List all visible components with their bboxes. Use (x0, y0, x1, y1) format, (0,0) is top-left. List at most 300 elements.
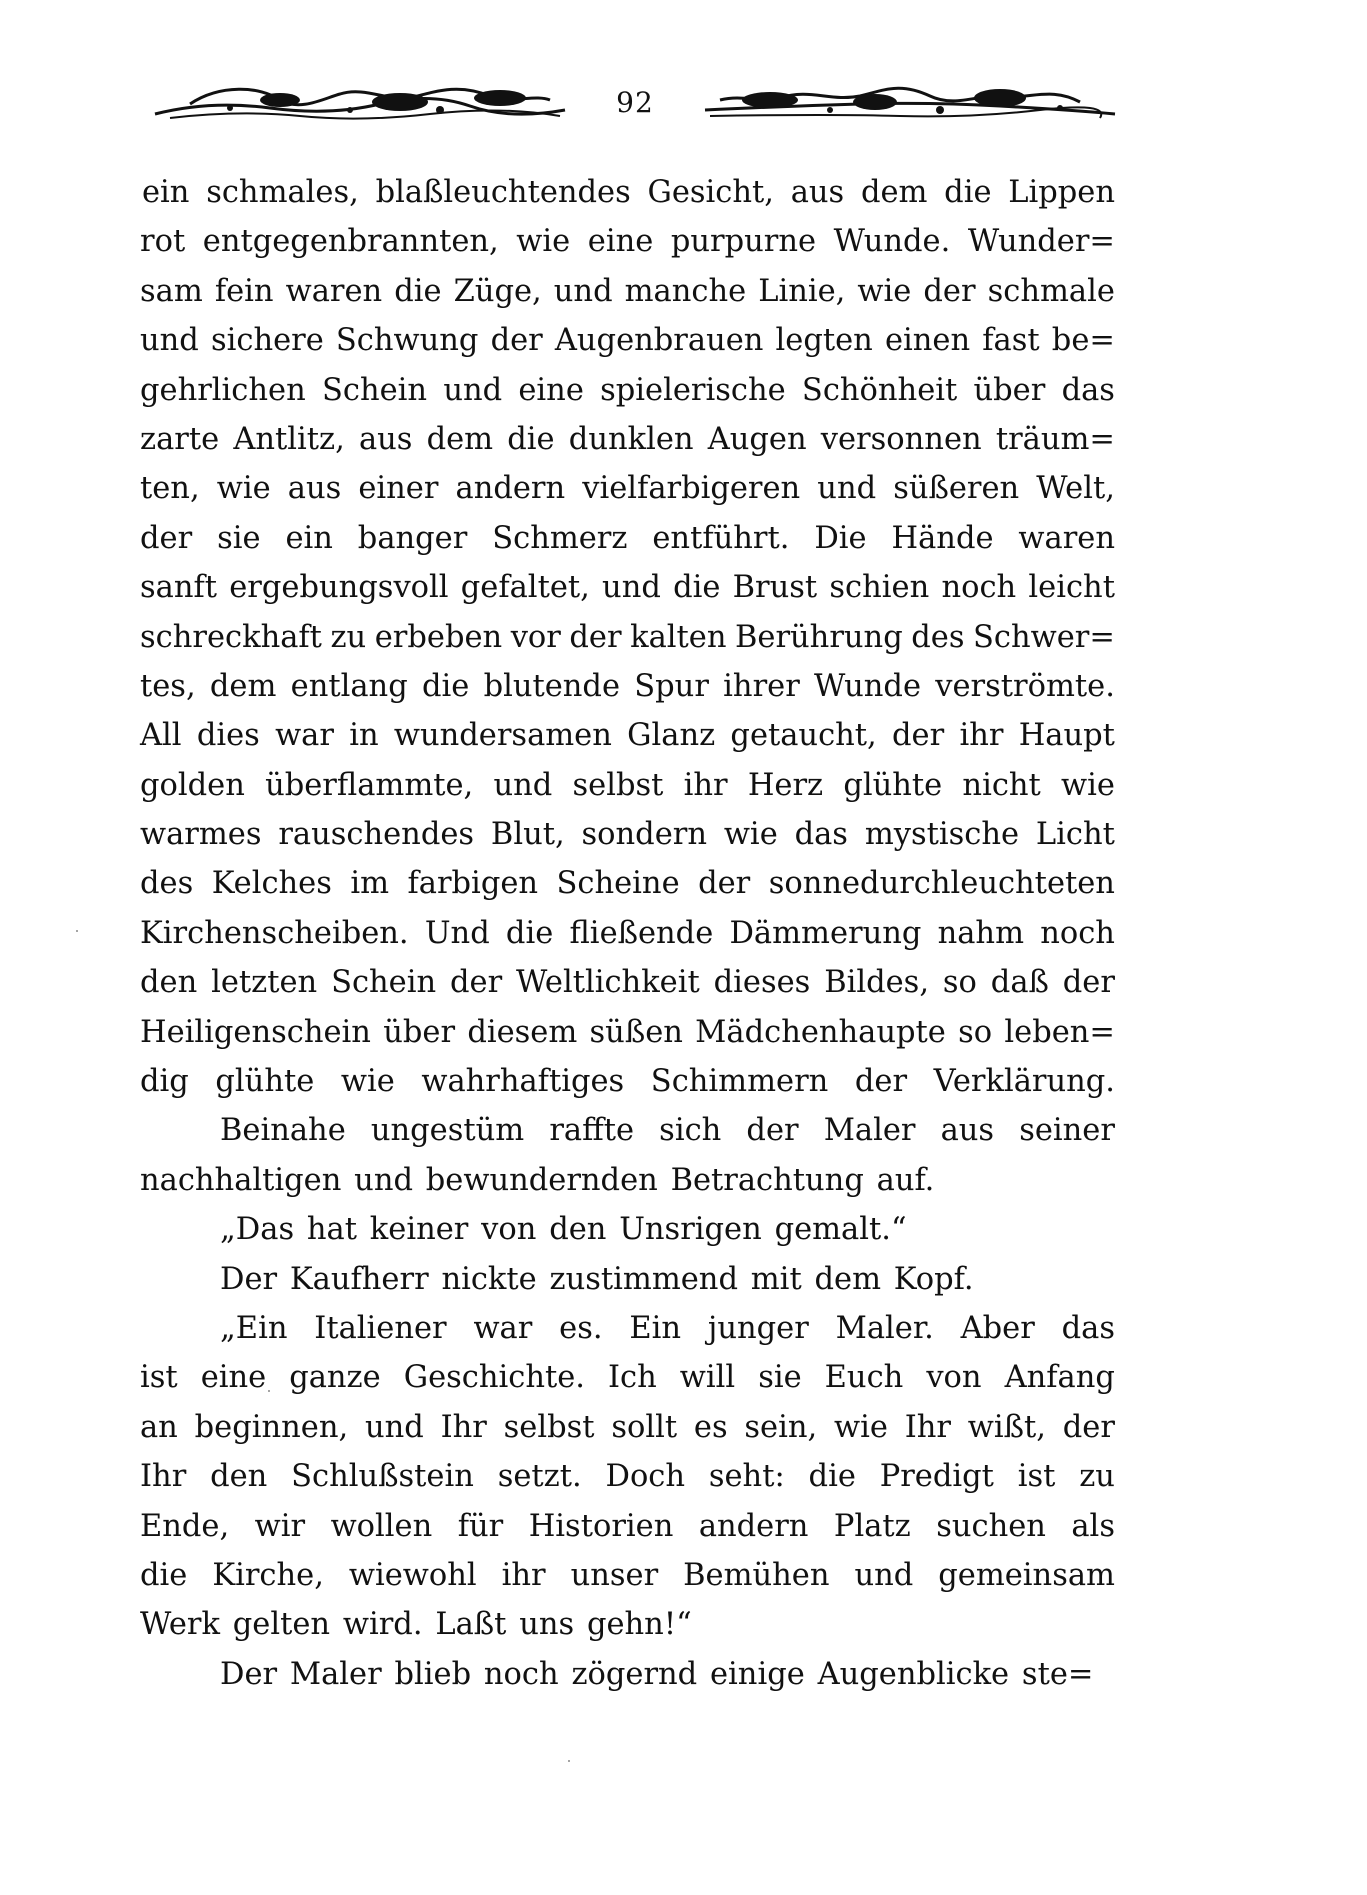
word: sonnedurchleuchteten (768, 866, 1115, 902)
word: einige (710, 1656, 805, 1692)
word: Linie, (758, 273, 846, 309)
word: noch (483, 1656, 559, 1692)
word: Werk (140, 1607, 220, 1643)
word: ihr (683, 767, 728, 803)
word: Beinahe (220, 1113, 346, 1149)
word: dem (814, 1261, 881, 1297)
word: daß (990, 965, 1049, 1001)
word: sie (217, 520, 261, 556)
word: einen (884, 323, 971, 359)
word: die (673, 570, 721, 606)
word: sam (140, 273, 203, 309)
word: Schein (321, 372, 428, 408)
word: der (1062, 1409, 1115, 1445)
right-ornament-vignette (700, 80, 1120, 130)
word: Betrachtung (670, 1162, 864, 1198)
word: ten, (140, 471, 200, 507)
word: fast (982, 323, 1040, 359)
text-line (140, 563, 1115, 612)
word: gelten (232, 1607, 331, 1643)
word: Weltlichkeit (516, 965, 700, 1001)
word: verströmte. (935, 668, 1115, 704)
word: der (746, 1113, 799, 1149)
word: ein (142, 175, 190, 210)
word: Licht (1035, 817, 1115, 853)
word: aus (358, 421, 413, 457)
word: andern (455, 471, 566, 507)
word: ihr (959, 718, 1004, 754)
word: Verklärung. (933, 1064, 1115, 1100)
word: das (1061, 1310, 1115, 1346)
word: entgegenbrannten, (202, 224, 499, 260)
text-line (140, 1304, 1115, 1353)
word: Augen (707, 421, 807, 457)
word: selbst (503, 1409, 595, 1445)
word: glühte (215, 1064, 315, 1100)
word: Maler (289, 1656, 382, 1692)
word: der (892, 718, 945, 754)
word: auf. (876, 1162, 935, 1198)
word: diesem (467, 1014, 578, 1050)
word: Kelches (211, 866, 332, 902)
word: Mädchenhaupte (695, 1014, 946, 1050)
word: Anfang (1004, 1360, 1115, 1396)
word: keiner (369, 1212, 469, 1248)
word: wie (340, 1064, 395, 1100)
word: war (275, 718, 334, 754)
word: überflammte, (265, 767, 474, 803)
text-line (140, 1650, 1115, 1699)
word: zu (1079, 1459, 1115, 1495)
word: den (210, 1459, 268, 1495)
word: erbeben (374, 619, 503, 655)
word: seiner (1019, 1113, 1115, 1149)
word: und (493, 767, 553, 803)
word: rot (140, 224, 186, 260)
word: sich (659, 1113, 722, 1149)
word: beginnen, (194, 1409, 349, 1445)
word: sanft (140, 570, 218, 606)
word: „Ein (220, 1310, 288, 1346)
word: wie (516, 224, 571, 260)
word: wie (834, 1409, 888, 1445)
word: Kopf. (893, 1261, 974, 1297)
word: aus (287, 471, 342, 507)
word: wißt, (967, 1409, 1046, 1445)
word: den (140, 965, 198, 1001)
word: es. (559, 1310, 603, 1346)
word: ihrer (723, 668, 800, 704)
word: im (350, 866, 390, 902)
word: Blut, (490, 817, 565, 853)
word: Spur (634, 668, 709, 704)
word: Schönheit (801, 372, 958, 408)
word: Glanz (627, 718, 716, 754)
page-number: 92 (616, 86, 654, 119)
text-line (140, 662, 1115, 711)
word: der (698, 866, 751, 902)
word: Augenblicke (817, 1656, 1010, 1692)
word: war (473, 1310, 533, 1346)
word: Berührung (735, 619, 903, 655)
word: wiewohl (348, 1557, 477, 1593)
word: Lippen (1008, 175, 1115, 210)
word: gemeinsam (938, 1557, 1115, 1593)
word: Geschichte. (403, 1360, 585, 1396)
word: von (926, 1360, 982, 1396)
word: setzt. (497, 1459, 582, 1495)
text-line (140, 1600, 1115, 1649)
word: gehn!“ (586, 1607, 692, 1643)
word: Historien (528, 1508, 674, 1544)
text-line (140, 711, 1115, 760)
word: wahrhaftiges (421, 1064, 625, 1100)
body-text (140, 168, 1115, 1699)
left-ornament-vignette (150, 80, 570, 130)
word: versonnen (820, 421, 982, 457)
word: dig (140, 1064, 189, 1100)
word: zarte (140, 421, 220, 457)
word: zustimmend (549, 1261, 738, 1297)
word: Maler (823, 1113, 916, 1149)
word: junger (707, 1310, 809, 1346)
word: als (1071, 1508, 1115, 1544)
word: warmes (140, 817, 262, 853)
word: die (140, 1557, 188, 1593)
word: Schlußstein (291, 1459, 474, 1495)
word: und (364, 1409, 424, 1445)
text-line (140, 1106, 1115, 1155)
word: über (973, 372, 1046, 408)
word: Züge, (453, 273, 542, 309)
word: schmales, (206, 175, 359, 210)
text-line (140, 1205, 1115, 1254)
word: letzten (211, 965, 318, 1001)
word: Der (220, 1261, 278, 1297)
word: dem (426, 421, 494, 457)
word: Kirchenscheiben. (140, 915, 409, 951)
word: unser (570, 1557, 659, 1593)
text-line (140, 613, 1115, 662)
word: der (569, 619, 622, 655)
word: von (481, 1212, 537, 1248)
word: und (854, 1557, 914, 1593)
word: der (854, 1064, 908, 1100)
word: manche (624, 273, 747, 309)
word: golden (140, 767, 245, 803)
text-line (140, 217, 1115, 266)
word: tes, (140, 668, 196, 704)
word: Wunder= (967, 224, 1115, 260)
word: bewundernden (425, 1162, 658, 1198)
word: und (602, 570, 661, 606)
word: und (553, 273, 613, 309)
word: der (490, 323, 543, 359)
word: träum= (995, 421, 1115, 457)
word: blieb (394, 1656, 472, 1692)
word: ste= (1021, 1656, 1094, 1692)
word: Brust (732, 570, 818, 606)
word: Aber (960, 1310, 1035, 1346)
text-line (140, 267, 1115, 316)
text-line (140, 909, 1115, 958)
word: ist (1017, 1459, 1056, 1495)
word: gehrlichen (140, 372, 306, 408)
word: eine (518, 372, 584, 408)
word: die (808, 1459, 856, 1495)
word: gemalt.“ (774, 1212, 907, 1248)
text-line (140, 1255, 1115, 1304)
word: mit (750, 1261, 802, 1297)
word: Ich (608, 1360, 657, 1396)
word: hat (306, 1212, 357, 1248)
page-header (150, 80, 1120, 130)
word: Schwung (335, 323, 479, 359)
word: Schimmern (650, 1064, 829, 1100)
word: spielerische (600, 372, 786, 408)
word: uns (519, 1607, 575, 1643)
word: farbigen (407, 866, 539, 902)
word: Doch (605, 1459, 686, 1495)
speck (568, 1760, 570, 1762)
word: purpurne (670, 224, 817, 260)
word: Euch (824, 1360, 904, 1396)
word: nachhaltigen (140, 1162, 342, 1198)
word: „Das (220, 1212, 295, 1248)
word: wie (857, 273, 912, 309)
text-line (140, 1008, 1115, 1057)
speck (268, 1390, 270, 1392)
word: leben= (1004, 1014, 1115, 1050)
text-line (140, 415, 1115, 464)
text-line (140, 859, 1115, 908)
text-line (140, 958, 1115, 1007)
word: fließende (569, 915, 714, 951)
word: die (505, 915, 554, 951)
word: eine (587, 224, 654, 260)
word: selbst (572, 767, 664, 803)
word: blutende (483, 668, 621, 704)
word: die (507, 421, 555, 457)
word: leicht (1028, 570, 1115, 606)
word: die (944, 175, 992, 210)
text-line (140, 1403, 1115, 1452)
word: wird. (342, 1607, 423, 1643)
word: der (1062, 965, 1115, 1001)
word: Die (814, 520, 867, 556)
word: waren (285, 273, 383, 309)
text-line (140, 316, 1115, 365)
word: Herz (747, 767, 824, 803)
word: und (443, 372, 503, 408)
word: und (354, 1162, 413, 1198)
word: Und (424, 915, 490, 951)
text-line (140, 1156, 1115, 1205)
word: nicht (962, 767, 1041, 803)
word: Ein (629, 1310, 682, 1346)
word: Ende, (140, 1508, 230, 1544)
text-line (140, 810, 1115, 859)
word: nickte (441, 1261, 537, 1297)
word: mystische (864, 817, 1020, 853)
word: legten (775, 323, 873, 359)
word: süßeren (893, 471, 1020, 507)
word: nahm (937, 915, 1024, 951)
word: aus (790, 175, 845, 210)
word: will (679, 1360, 736, 1396)
word: aus (940, 1113, 995, 1149)
word: schmale (987, 273, 1115, 309)
word: Bildes, (824, 965, 930, 1001)
word: Schmerz (492, 520, 628, 556)
word: das (1061, 372, 1115, 408)
word: Bemühen (683, 1557, 830, 1593)
word: sichere (210, 323, 324, 359)
word: blaßleuchtendes (375, 175, 631, 210)
text-line (140, 366, 1115, 415)
word: Predigt (879, 1459, 994, 1495)
word: sie (758, 1360, 802, 1396)
word: Augenbrauen (554, 323, 764, 359)
word: der (923, 273, 976, 309)
word: Scheine (556, 866, 680, 902)
word: Dämmerung (729, 915, 922, 951)
text-line (140, 1452, 1115, 1501)
word: wie (723, 817, 778, 853)
word: seht: (708, 1459, 785, 1495)
text-line (140, 1502, 1115, 1551)
word: Wunde. (833, 224, 951, 260)
word: der (140, 520, 193, 556)
word: Welt, (1036, 471, 1115, 507)
word: kalten (630, 619, 727, 655)
word: schien (829, 570, 930, 606)
word: Ihr (140, 1459, 187, 1495)
word: sollt (611, 1409, 678, 1445)
word: wollen (330, 1508, 433, 1544)
word: so (942, 965, 977, 1001)
text-line (140, 168, 1115, 217)
word: ein (285, 520, 333, 556)
word: des (140, 866, 194, 902)
word: vielfarbigeren (582, 471, 801, 507)
word: ihr (501, 1557, 546, 1593)
word: des (911, 619, 965, 655)
word: be= (1051, 323, 1115, 359)
word: sein, (744, 1409, 818, 1445)
word: einer (358, 471, 439, 507)
word: dem (860, 175, 928, 210)
word: die (421, 668, 470, 704)
word: so (958, 1014, 993, 1050)
word: wir (254, 1508, 306, 1544)
word: dies (196, 718, 260, 754)
word: ergebungsvoll (229, 570, 449, 606)
speck (76, 930, 78, 932)
word: und (140, 323, 199, 359)
word: die (394, 273, 442, 309)
word: Wunde (814, 668, 922, 704)
text-line (140, 1551, 1115, 1600)
word: süßen (589, 1014, 683, 1050)
word: Schwer= (973, 619, 1115, 655)
word: in (349, 718, 379, 754)
word: Gesicht, (647, 175, 774, 210)
word: entlang (290, 668, 408, 704)
word: Maler. (835, 1310, 934, 1346)
word: Antlitz, (233, 421, 345, 457)
word: sondern (581, 817, 707, 853)
text-line (140, 1057, 1115, 1106)
word: ganze (289, 1360, 381, 1396)
word: Italiener (314, 1310, 447, 1346)
text-line (140, 1353, 1115, 1402)
word: zu (330, 619, 367, 655)
word: Platz (833, 1508, 911, 1544)
word: vor (510, 619, 561, 655)
text-line (140, 761, 1115, 810)
word: dunklen (568, 421, 694, 457)
word: für (457, 1508, 504, 1544)
word: ist (140, 1360, 178, 1396)
word: gefaltet, (460, 570, 590, 606)
word: getaucht, (730, 718, 877, 754)
text-line (140, 464, 1115, 513)
word: Hände (891, 520, 994, 556)
word: rauschendes (278, 817, 475, 853)
word: dieses (713, 965, 811, 1001)
word: Ihr (440, 1409, 487, 1445)
word: wie (216, 471, 271, 507)
word: Laßt (435, 1607, 507, 1643)
word: Ihr (904, 1409, 951, 1445)
word: schreckhaft (140, 619, 322, 655)
word: und (817, 471, 877, 507)
word: den (549, 1212, 607, 1248)
word: andern (698, 1508, 809, 1544)
word: über (383, 1014, 456, 1050)
word: der (450, 965, 503, 1001)
word: das (794, 817, 848, 853)
word: glühte (843, 767, 943, 803)
word: Heiligenschein (140, 1014, 371, 1050)
word: dem (209, 668, 277, 704)
word: wundersamen (393, 718, 612, 754)
word: noch (941, 570, 1017, 606)
text-line (140, 514, 1115, 563)
word: raffte (549, 1113, 635, 1149)
word: Der (220, 1656, 278, 1692)
word: an (140, 1409, 178, 1445)
word: Schein (331, 965, 437, 1001)
word: Unsrigen (619, 1212, 762, 1248)
word: es (693, 1409, 728, 1445)
word: Kaufherr (289, 1261, 429, 1297)
word: eine (200, 1360, 267, 1396)
word: waren (1018, 520, 1115, 556)
word: suchen (936, 1508, 1046, 1544)
word: ungestüm (370, 1113, 525, 1149)
word: entführt. (652, 520, 790, 556)
word: banger (357, 520, 468, 556)
word: All (140, 718, 182, 754)
word: Kirche, (212, 1557, 324, 1593)
word: fein (214, 273, 274, 309)
word: noch (1040, 915, 1115, 951)
word: wie (1061, 767, 1115, 803)
word: zögernd (571, 1656, 698, 1692)
word: Haupt (1018, 718, 1115, 754)
